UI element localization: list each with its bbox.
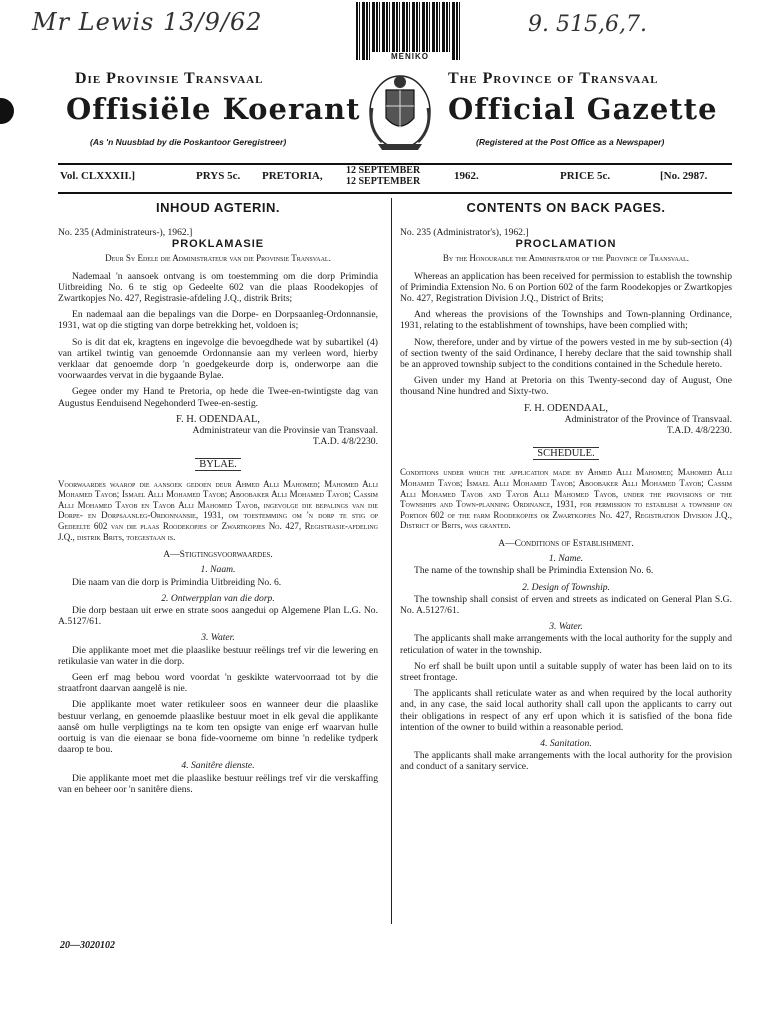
af-item-4-text: Die applikante moet met die plaaslike bestuur reëlings tref vir die verskaffing van en beheer oor 'n sanitêre diens. (58, 772, 378, 795)
af-item-3-text-1: Die applikante moet met die plaaslike bestuur reëlings tref vir die lewering en retikulasie van water in die dorp. (58, 644, 378, 667)
af-item-1-text: Die naam van die dorp is Primindia Uitbreiding No. 6. (72, 576, 282, 588)
af-proclamation-by: Deur Sy Edele die Administrateur van die Provinsie Transvaal. (105, 252, 331, 263)
info-date-en: 12 SEPTEMBER (346, 176, 421, 187)
en-subheading-a: A—Conditions of Establishment. (498, 539, 634, 550)
en-item-1-heading: 1. Name. (548, 553, 584, 565)
af-paragraph-3: So is dit dat ek, kragtens en ingevolge die bevoegdhede wat by subartikel (4) van artikel twintig van genoemde Ordonnansie aan my verleen word, hierby verklaar dat genoemde dorp 'n goedgekeurde dorp is, onderworpe aan die voorwaardes vervat in die bygaande Bylae. (58, 336, 378, 382)
en-item-3-heading: 3. Water. (549, 621, 583, 633)
info-year: 1962. (454, 170, 479, 182)
en-proclamation-by: By the Honourable the Administrator of the Province of Transvaal. (442, 252, 690, 263)
en-signatory-role: Administrator of the Province of Transvaal. (564, 413, 732, 425)
info-date-af: 12 SEPTEMBER (346, 165, 421, 176)
en-item-3-text-2: No erf shall be built upon until a suitable supply of water has been laid on to its street frontage. (400, 660, 732, 684)
en-item-3-text-1: The applicants shall make arrangements with the local authority for the supply and reticulation of water in the township. (400, 633, 732, 656)
masthead-en-note: (Registered at the Post Office as a Newspaper) (476, 137, 665, 147)
footer-print-code: 20—3020102 (60, 940, 115, 951)
english-column (400, 202, 732, 778)
info-volume: Vol. CLXXXII.] (60, 170, 136, 182)
af-paragraph-1: Nademaal 'n aansoek ontvang is om toestemming om die dorp Primindia Uitbreiding No. 6 te stig op Gedeelte 602 van die plaas Roodekopjes of Zwartkopjes No. 427, Registrasie-afdeling J.Q., distrik Brits; (58, 270, 378, 305)
en-schedule-title: SCHEDULE. (533, 447, 598, 460)
info-prys: PRYS 5c. (196, 170, 241, 182)
en-paragraph-3: Now, therefore, under and by virtue of the powers vested in me by sub-section (4) of section twenty of the said Ordinance, I hereby declare that the said township shall be an approved township subject to the conditions contained in the Schedule hereto. (400, 336, 732, 371)
en-contents-header: CONTENTS ON BACK PAGES. (466, 200, 666, 215)
barcode-label: MENIKO (370, 52, 450, 61)
masthead-af-note: (As 'n Nuusblad by die Poskantoor Geregistreer) (90, 137, 287, 147)
af-item-4-heading: 4. Sanitêre dienste. (181, 760, 255, 772)
en-paragraph-1: Whereas an application has been received for permission to establish the township of Primindia Extension No. 6 on Portion 602 of the farm Roodekopjes or Zwartkopjes No. 427, Registration Division J.Q., District of Brits; (400, 270, 732, 305)
masthead-af-title: Die Provinsie Transvaal (75, 70, 264, 87)
af-section-number: No. 235 (Administrateurs-), 1962.] (58, 227, 193, 239)
en-proclamation-title: PROCLAMATION (515, 238, 617, 251)
af-paragraph-4: Gegee onder my Hand te Pretoria, op hede die Twee-en-twintigste dag van Augustus Eenduisend Negehonderd Twee-en-sestig. (58, 386, 378, 409)
en-section-number: No. 235 (Administrator's), 1962.] (400, 227, 529, 239)
af-signatory-name: F. H. ODENDAAL, (175, 413, 261, 425)
en-item-1-text: The name of the township shall be Primindia Extension No. 6. (414, 565, 654, 577)
margin-bullet-mark (0, 98, 14, 124)
af-item-3-text-3: Die applikante moet water retikuleer soos en wanneer deur die plaaslike bestuur verlang, en genoemde plaaslike bestuur moet in elk geval die applikante aansê om hulle verpligtings na te kom ten opsigte van enige erf waarvan hulle oortuig is van die eienaar se bona fide-voorneme om binne 'n redelike tydperk daarop te bou. (58, 699, 378, 756)
info-number: [No. 2987. (660, 170, 708, 182)
en-item-4-text: The applicants shall make arrangements with the local authority for the provision and conduct of a sanitary service. (400, 750, 732, 773)
af-reference: T.A.D. 4/8/2230. (312, 436, 378, 448)
masthead-en-title: The Province of Transvaal (448, 70, 659, 87)
af-item-1-heading: 1. Naam. (200, 564, 236, 576)
coat-of-arms-icon (362, 68, 438, 154)
info-dates (346, 165, 420, 187)
af-schedule-title: BYLAE. (195, 458, 241, 471)
en-paragraph-2: And whereas the provisions of the Townships and Town-planning Ordinance, 1931, relating to the establishment of townships, have been complied with; (400, 309, 732, 332)
en-item-4-heading: 4. Sanitation. (540, 738, 592, 750)
af-conditions-intro: Voorwaardes waarop die aansoek gedoen deur Ahmed Alli Mahomed; Mahomed Alli Mohamed Tayob; Ismael Alli Mohamed Tayob; Aboobaker Alli Mohamed Tayob; Cassim Alli Mohamed Tayob en Tayob Alli Mahomed Tayob, ingevolge die bepalings van die Dorpe- en Dorpsaanleg-Ordonnansie, 1931, om toestemming om 'n dorp te stig op Gedeelte 602 van die plaas Roodekopjes of Zwartkopjes No. 427, Registrasie-afdeling J.Q., distrik Brits, toegestaan is. (58, 478, 378, 542)
af-item-3-heading: 3. Water. (201, 632, 235, 644)
en-conditions-intro: Conditions under which the application made by Ahmed Alli Mahomed; Mahomed Alli Mohamed Tayob; Ismael Alli Mohamed Tayob; Aboobaker Alli Mohamed Tayob; Cassim Alli Mohamed Tayob and Tayob Alli Mahomed Tayob, under the provisions of the Townships and Town-planning Ordinance, 1931, for permission to establish a township on Portion 602 of the farm Roodekopjes or Zwartkopjes No. 427, Registration Division J.Q., District of Brits, was granted. (400, 467, 732, 531)
en-signatory-name: F. H. ODENDAAL, (523, 402, 609, 414)
en-item-2-heading: 2. Design of Township. (522, 581, 610, 593)
info-price: PRICE 5c. (560, 170, 611, 182)
handwritten-note-left: Mr Lewis 13/9/62 (32, 8, 263, 36)
column-divider (391, 198, 392, 924)
af-proclamation-title: PROKLAMASIE (171, 238, 265, 251)
af-item-2-heading: 2. Ontwerpplan van die dorp. (161, 592, 275, 604)
en-item-3-text-3: The applicants shall reticulate water as and when required by the local authority and, in any case, the said local authority shall call upon the applicants to carry out their obligations in respect of any erf upon which it is satisfied of the bona fide intention of the owner to build within a reasonable period. (400, 688, 732, 733)
en-paragraph-4: Given under my Hand at Pretoria on this Twenty-second day of August, One thousand Nine hundred and Sixty-two. (400, 375, 732, 398)
en-item-2-text: The township shall consist of erven and streets as indicated on General Plan S.G. No. A.5127/61. (400, 593, 732, 617)
info-pretoria: PRETORIA, (262, 170, 323, 182)
masthead-rule-bottom (58, 192, 732, 194)
af-item-3-text-2: Geen erf mag bebou word voordat 'n geskikte watervoorraad tot by die straatfront daarvan aangelê is nie. (58, 672, 378, 695)
af-subheading-a: A—Stigtingsvoorwaardes. (163, 550, 273, 561)
af-item-2-text: Die dorp bestaan uit erwe en strate soos aangedui op Algemene Plan L.G. No. A.5127/61. (58, 605, 378, 628)
handwritten-note-right: 9. 515,6,7. (528, 12, 647, 37)
masthead-af-gazette: Offisiële Koerant (66, 92, 361, 126)
af-signatory-role: Administrateur van die Provinsie van Transvaal. (192, 425, 378, 437)
af-contents-header: INHOUD AGTERIN. (155, 200, 281, 215)
masthead-en-gazette: Official Gazette (448, 92, 718, 126)
af-paragraph-2: En nademaal aan die bepalings van die Dorpe- en Dorpsaanleg-Ordonnansie, 1931, wat op die stigting van dorpe betrekking het, voldoen is; (58, 309, 378, 332)
en-reference: T.A.D. 4/8/2230. (666, 425, 732, 437)
afrikaans-column (58, 202, 378, 800)
